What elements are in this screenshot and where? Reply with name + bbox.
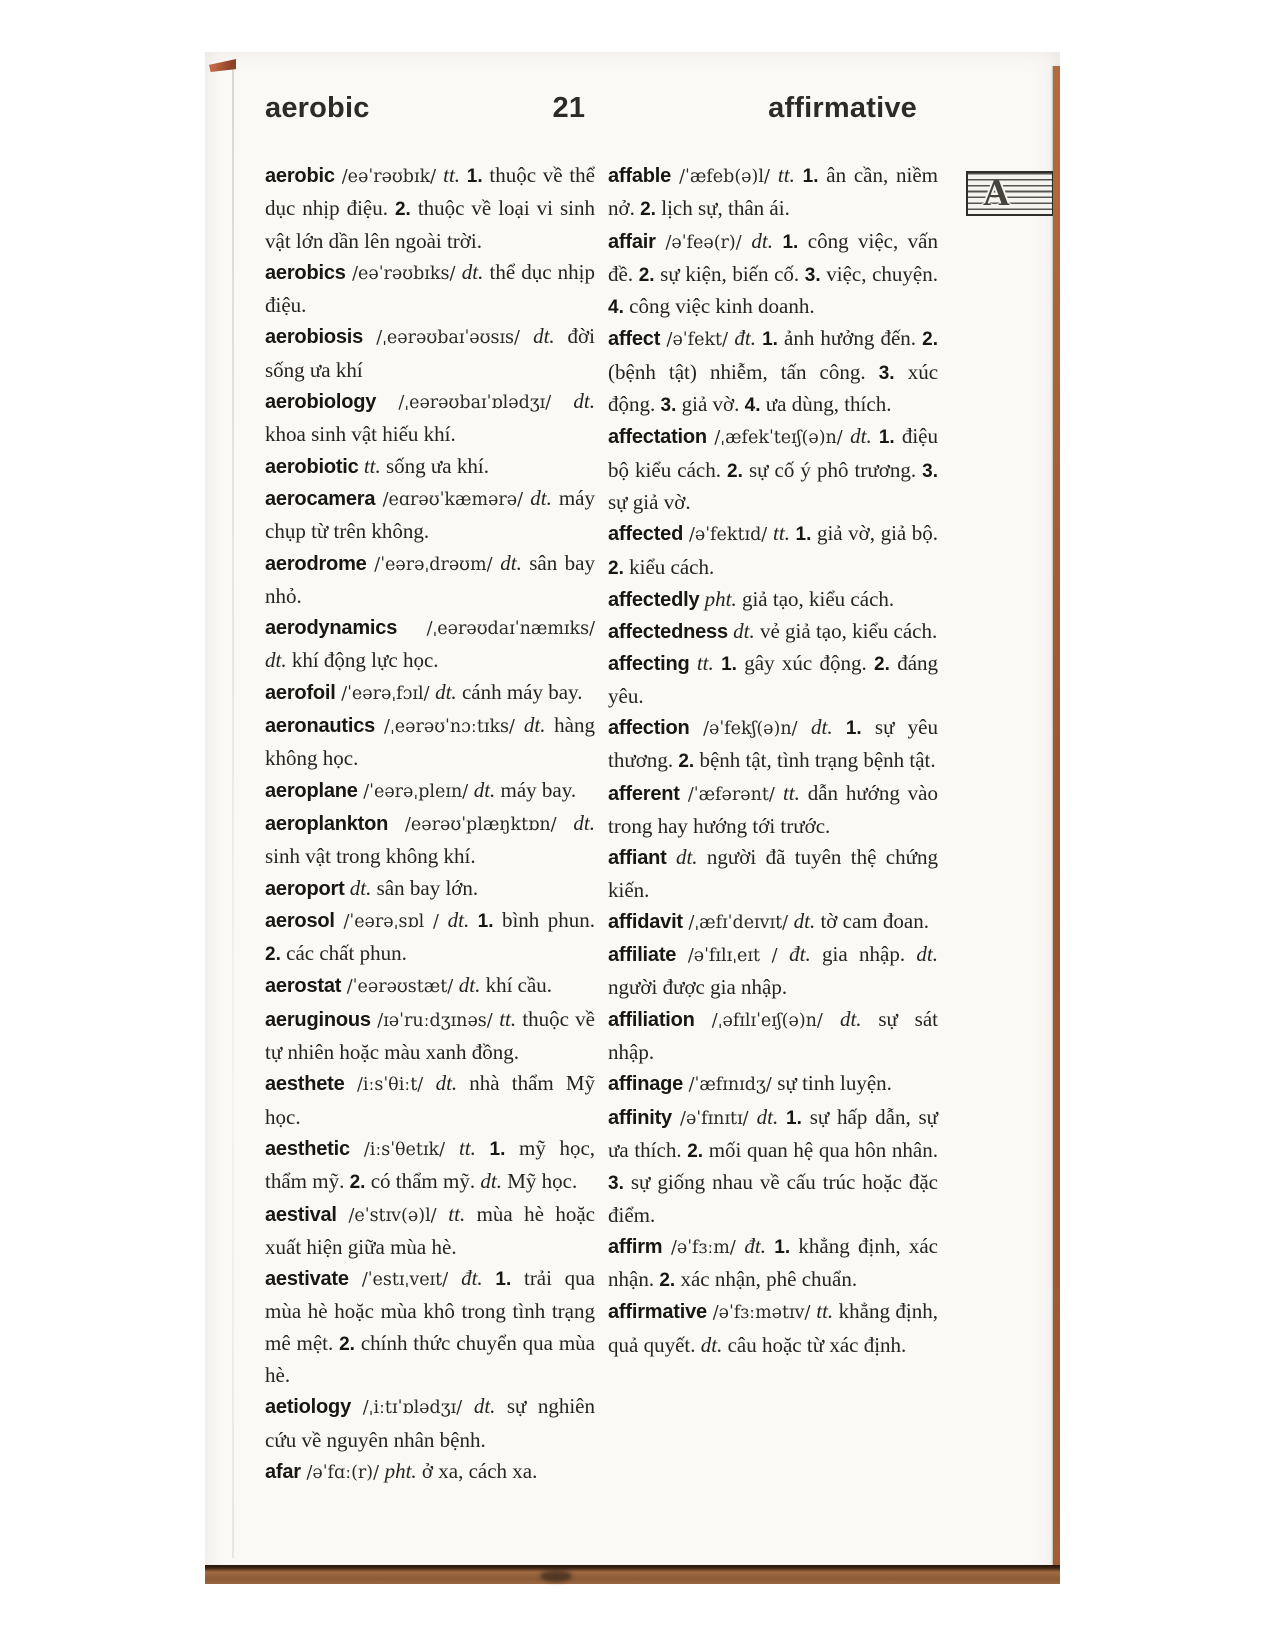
definition-text: trải qua mùa hè hoặc mùa khô trong tình trạng mê mệt. xyxy=(265,1266,595,1355)
phonetic-transcription: /əˈfɜːmətɪv/ xyxy=(706,1303,817,1324)
dictionary-entry xyxy=(608,778,938,843)
headword: aerobiology xyxy=(265,391,377,414)
definition-text: sân bay nhỏ. xyxy=(265,550,595,608)
definition-text: máy bay. xyxy=(495,777,577,802)
dictionary-entry xyxy=(608,1102,938,1231)
dictionary-entry xyxy=(265,1068,595,1133)
dictionary-entry xyxy=(265,710,595,775)
sense-number: 2. xyxy=(349,1172,371,1194)
phonetic-transcription: /əˈfɪlɪˌeɪt / xyxy=(676,946,790,967)
definition-text: thuộc về loại vi sinh vật lớn dần lên ngoài trời. xyxy=(265,196,595,253)
column-right xyxy=(608,160,938,1489)
definition-text: khí cầu. xyxy=(480,973,553,998)
dictionary-entry xyxy=(265,386,595,451)
headword: aerofoil xyxy=(265,681,336,704)
headword: affinage xyxy=(608,1073,684,1096)
page-left-crease xyxy=(232,68,234,1558)
headword: aestivate xyxy=(265,1268,349,1291)
dictionary-entry xyxy=(608,616,938,648)
definition-text: công việc, vấn đề. xyxy=(608,228,939,286)
definition-text: sự tinh luyện. xyxy=(777,1071,892,1096)
sense-number: 2. xyxy=(640,199,662,221)
phonetic-transcription: /ˌiːtɪˈɒlədʒɪ/ xyxy=(351,1398,474,1419)
sense-number: 1. xyxy=(469,910,502,932)
part-of-speech: tt. xyxy=(499,1006,517,1031)
sense-number: 2. xyxy=(687,1140,709,1162)
part-of-speech: dt. xyxy=(435,679,457,704)
sense-number: 2. xyxy=(659,1270,681,1292)
definition-text: khí động lực học. xyxy=(286,648,439,673)
definition-text: thuộc về thể dục nhịp điệu. xyxy=(265,163,595,221)
dictionary-entry xyxy=(608,648,938,712)
dictionary-entry xyxy=(608,160,938,226)
part-of-speech: tt. xyxy=(458,1135,476,1160)
thumb-index-letter: A xyxy=(983,173,1010,214)
dictionary-entry xyxy=(265,873,595,905)
part-of-speech: dt. xyxy=(839,1006,862,1031)
phonetic-transcription: /ˌæfɪˈdeɪvɪt/ xyxy=(682,912,794,933)
sense-number: 1. xyxy=(772,231,808,253)
dictionary-page xyxy=(205,52,1060,1584)
edge-smudge xyxy=(540,1570,572,1582)
definition-text: sự yêu thương. xyxy=(608,715,938,773)
phonetic-transcription: /ˈeərəˌpleɪn/ xyxy=(357,781,474,802)
headword: affirmative xyxy=(608,1301,707,1324)
headword: aerodrome xyxy=(265,552,367,575)
headword: aestival xyxy=(265,1203,337,1226)
definition-text: giả vờ. xyxy=(681,392,745,417)
dictionary-entry xyxy=(608,939,938,1004)
headword: affected xyxy=(608,523,684,546)
headword: affirm xyxy=(608,1235,663,1258)
part-of-speech: dt. xyxy=(473,1394,496,1419)
thumb-index-tab xyxy=(966,171,1054,216)
definition-text: mỹ học, thẩm mỹ. xyxy=(265,1135,596,1194)
dictionary-entry xyxy=(265,1133,595,1199)
phonetic-transcription: /əˈfɪnɪtɪ/ xyxy=(671,1108,757,1129)
sense-number: 3. xyxy=(922,460,938,482)
dictionary-entry xyxy=(265,548,595,613)
definition-text: có thẩm mỹ. xyxy=(370,1169,481,1194)
sense-number: 1. xyxy=(755,329,785,351)
definition-text: người đã tuyên thệ chứng kiến. xyxy=(608,845,939,902)
definition-text: ở xa, cách xa. xyxy=(416,1458,538,1483)
part-of-speech: pht. xyxy=(704,586,737,611)
dictionary-entry xyxy=(608,323,938,421)
definition-text: đáng yêu. xyxy=(608,651,939,708)
definition-text: gây xúc động. xyxy=(744,651,875,676)
phonetic-transcription: /ˌeərəʊdaɪˈnæmɪks/ xyxy=(397,619,595,640)
definition-text: khẳng định, xác nhận. xyxy=(608,1233,939,1292)
definition-text: nhà thẩm Mỹ học. xyxy=(265,1071,596,1129)
dictionary-entry xyxy=(608,842,938,906)
part-of-speech: dt. xyxy=(461,259,484,284)
dictionary-entry xyxy=(265,775,595,808)
dictionary-entry xyxy=(608,1231,938,1297)
dictionary-entry xyxy=(265,1004,595,1069)
definition-text: gia nhập. xyxy=(810,942,917,967)
headword: affecting xyxy=(608,653,690,676)
part-of-speech: dt. xyxy=(480,1169,502,1194)
definition-text: việc, chuyện. xyxy=(826,261,939,286)
part-of-speech: dt. xyxy=(349,875,372,900)
definition-text: ảnh hưởng đến. xyxy=(784,326,923,351)
headword: aetiology xyxy=(265,1396,351,1419)
sense-number: 4. xyxy=(744,395,766,417)
definition-text: hàng không học. xyxy=(265,713,595,771)
phonetic-transcription: /əˈfekʃ(ə)n/ xyxy=(689,719,812,740)
phonetic-transcription: /ˈeərəˌsɒl / xyxy=(334,911,448,932)
definition-text xyxy=(667,845,676,869)
dictionary-entry xyxy=(265,905,595,971)
part-of-speech: tt. xyxy=(777,163,795,187)
headword: aeruginous xyxy=(265,1008,371,1031)
headword: aerosol xyxy=(265,909,335,932)
phonetic-transcription: /əˈfɑː(r)/ xyxy=(300,1462,385,1483)
phonetic-transcription: /eˈstɪv(ə)l/ xyxy=(336,1205,449,1226)
page-number: 21 xyxy=(552,92,586,124)
dictionary-entry xyxy=(265,677,595,710)
part-of-speech: dt. xyxy=(733,619,755,644)
part-of-speech: dt. xyxy=(473,777,496,802)
phonetic-transcription: /ˈestɪˌveɪt/ xyxy=(348,1270,462,1291)
definition-text: công việc kinh doanh. xyxy=(629,294,815,319)
dictionary-entry xyxy=(608,584,938,616)
guide-word-left: aerobic xyxy=(265,92,370,124)
phonetic-transcription: /iːsˈθiːt/ xyxy=(344,1075,436,1096)
column-left xyxy=(265,160,595,1489)
headword: affection xyxy=(608,717,690,740)
definition-text: vẻ giả tạo, kiểu cách. xyxy=(754,619,938,644)
phonetic-transcription: /ˌæfekˈteɪʃ(ə)n/ xyxy=(706,428,851,449)
headword: afar xyxy=(265,1460,301,1483)
headword: aeronautics xyxy=(265,715,376,738)
definition-text: (bệnh tật) nhiễm, tấn công. xyxy=(608,359,879,384)
sense-number: 3. xyxy=(660,395,682,417)
headword: aerobics xyxy=(265,261,346,284)
dictionary-entry xyxy=(265,1263,595,1391)
headword: aerostat xyxy=(265,975,342,998)
phonetic-transcription: /əˈfɜːm/ xyxy=(662,1237,745,1258)
phonetic-transcription: /ˌeərəʊbaɪˈəʊsɪs/ xyxy=(363,328,534,349)
headword: affable xyxy=(608,165,672,187)
part-of-speech: pht. xyxy=(384,1458,417,1483)
part-of-speech: dt. xyxy=(500,550,522,575)
part-of-speech: dt. xyxy=(850,424,872,449)
definition-text: lịch sự, thân ái. xyxy=(661,196,790,221)
sense-number: 1. xyxy=(765,1236,799,1258)
sense-number: 3. xyxy=(878,362,908,384)
text-columns xyxy=(265,160,938,1489)
headword: aerobic xyxy=(265,165,335,187)
phonetic-transcription: /iːsˈθetɪk/ xyxy=(349,1139,459,1160)
definition-text: sống ưa khí. xyxy=(380,453,489,478)
phonetic-transcription: /ˈæfərənt/ xyxy=(679,784,783,805)
phonetic-transcription: /eəˈrəʊbɪks/ xyxy=(345,263,462,284)
sense-number: 4. xyxy=(608,297,630,319)
phonetic-transcription: /əˈfektɪd/ xyxy=(683,525,774,546)
part-of-speech: đt. xyxy=(734,326,756,351)
sense-number: 2. xyxy=(874,654,898,676)
part-of-speech: dt. xyxy=(523,713,546,738)
sense-number: 2. xyxy=(678,751,700,773)
part-of-speech: dt. xyxy=(675,845,698,870)
part-of-speech: đt. xyxy=(461,1266,483,1291)
guide-word-right: affirmative xyxy=(768,92,917,124)
definition-text: xác nhận, phê chuẩn. xyxy=(680,1267,858,1292)
part-of-speech: tt. xyxy=(363,453,381,478)
definition-text: sự sát nhập. xyxy=(608,1006,938,1065)
headword: affiliate xyxy=(608,944,677,967)
headword: aeroport xyxy=(265,877,345,900)
sense-number: 1. xyxy=(475,1138,520,1160)
sense-number: 2. xyxy=(608,557,630,579)
sense-number: 1. xyxy=(482,1269,524,1291)
phonetic-transcription: /eɑrəʊˈkæmərə/ xyxy=(375,489,531,510)
part-of-speech: đt. xyxy=(789,942,811,967)
part-of-speech: dt. xyxy=(793,908,816,933)
dictionary-entry xyxy=(265,612,595,677)
dictionary-entry xyxy=(265,451,595,483)
definition-text: xúc động. xyxy=(608,359,939,417)
dictionary-entry xyxy=(265,321,595,386)
sense-number: 3. xyxy=(804,264,827,286)
definition-text: sự giống nhau về cấu trúc hoặc đặc điểm. xyxy=(608,1170,939,1227)
sense-number: 1. xyxy=(789,524,817,546)
definition-text: máy chụp từ trên không. xyxy=(265,485,595,544)
dictionary-entry xyxy=(265,1199,595,1264)
definition-text: chính thức chuyển qua mùa hè. xyxy=(265,1330,595,1387)
dictionary-entry xyxy=(265,808,595,873)
sense-number: 2. xyxy=(394,199,418,221)
definition-text: sự giả vờ. xyxy=(608,489,691,514)
sense-number: 3. xyxy=(608,1173,631,1195)
phonetic-transcription: /ɪəˈruːdʒɪnəs/ xyxy=(370,1010,500,1031)
dictionary-entry xyxy=(265,1456,595,1489)
part-of-speech: dt. xyxy=(756,1104,779,1129)
headword: affair xyxy=(608,230,656,253)
headword: affiant xyxy=(608,847,667,870)
definition-text: sân bay lớn. xyxy=(371,875,479,900)
phonetic-transcription: /ˈeərəˌdrəʊm/ xyxy=(366,554,501,575)
headword: aerobiosis xyxy=(265,326,364,349)
part-of-speech: tt. xyxy=(696,651,714,676)
phonetic-transcription: /ˌeərəʊˈnɔːtɪks/ xyxy=(375,717,524,738)
definition-text: sự kiện, biến cố. xyxy=(660,261,805,286)
phonetic-transcription: /əˈfekt/ xyxy=(660,330,735,351)
definition-text: mối quan hệ qua hôn nhân. xyxy=(708,1137,938,1162)
phonetic-transcription: /ˈeərəˌfɔɪl/ xyxy=(335,683,436,704)
part-of-speech: dt. xyxy=(916,942,938,967)
definition-text: câu hoặc từ xác định. xyxy=(722,1332,907,1357)
dictionary-entry xyxy=(265,160,595,257)
headword: affectedly xyxy=(608,588,700,611)
definition-text: bệnh tật, tình trạng bệnh tật. xyxy=(699,748,936,773)
definition-text: kiểu cách. xyxy=(629,554,715,579)
headword: affidavit xyxy=(608,910,683,933)
headword: affectedness xyxy=(608,621,728,644)
phonetic-transcription: /ˌeərəʊbaɪˈɒlədʒɪ/ xyxy=(376,393,574,414)
part-of-speech: dt. xyxy=(447,907,470,932)
part-of-speech: dt. xyxy=(573,810,595,835)
headword: aesthete xyxy=(265,1073,345,1096)
definition-text: cánh máy bay. xyxy=(456,679,583,704)
sense-number: 2. xyxy=(339,1333,361,1355)
part-of-speech: dt. xyxy=(458,973,481,998)
definition-text: bình phun. xyxy=(501,907,595,932)
headword: afferent xyxy=(608,782,680,805)
dictionary-entry xyxy=(608,1296,938,1361)
definition-text: sự nghiên cứu về nguyên nhân bệnh. xyxy=(265,1394,595,1452)
part-of-speech: dt. xyxy=(700,1332,723,1357)
sense-number: 1. xyxy=(871,427,902,449)
sense-number: 2. xyxy=(727,460,749,482)
definition-text: Mỹ học. xyxy=(501,1169,578,1194)
headword: aerobiotic xyxy=(265,455,359,478)
phonetic-transcription: /ˈæfeb(ə)l/ xyxy=(671,167,778,187)
dictionary-entry xyxy=(608,712,938,778)
sense-number: 2. xyxy=(638,264,661,286)
definition-text: ân cần, niềm nở. xyxy=(608,163,939,221)
phonetic-transcription: /ˌəfɪlɪˈeɪʃ(ə)n/ xyxy=(694,1010,840,1031)
sense-number: 1. xyxy=(794,166,827,187)
headword: aesthetic xyxy=(265,1137,350,1160)
dictionary-entry xyxy=(608,226,938,324)
headword: aerocamera xyxy=(265,487,376,510)
part-of-speech: tt. xyxy=(782,780,800,805)
definition-text: sự cố ý phô trương. xyxy=(748,457,923,482)
book-cover-edge-bottom xyxy=(205,1565,1060,1584)
part-of-speech: tt. xyxy=(443,163,461,187)
definition-text: ưa dùng, thích. xyxy=(765,392,892,417)
definition-text: thuộc về tự nhiên hoặc màu xanh đồng. xyxy=(265,1006,595,1065)
part-of-speech: dt. xyxy=(533,324,555,349)
phonetic-transcription: /eəˈrəʊbɪk/ xyxy=(334,167,444,187)
headword: affectation xyxy=(608,426,707,449)
part-of-speech: tt. xyxy=(816,1299,834,1324)
dictionary-entry xyxy=(265,1391,595,1456)
phonetic-transcription: /ˈeərəʊstæt/ xyxy=(341,977,459,998)
definition-text: mùa hè hoặc xuất hiện giữa mùa hè. xyxy=(265,1201,595,1259)
part-of-speech: đt. xyxy=(744,1233,766,1258)
dictionary-entry xyxy=(608,421,938,518)
phonetic-transcription: /əˈfeə(r)/ xyxy=(655,232,752,253)
definition-text: sinh vật trong không khí. xyxy=(265,844,476,869)
phonetic-transcription: /ˈæfɪnɪdʒ/ xyxy=(683,1075,778,1096)
headword: aeroplane xyxy=(265,779,358,802)
dictionary-entry xyxy=(608,1068,938,1101)
definition-text xyxy=(690,651,697,675)
sense-number: 2. xyxy=(265,944,287,966)
sense-number: 1. xyxy=(778,1107,810,1129)
definition-text: khẳng định, quả quyết. xyxy=(608,1299,939,1357)
definition-text: tờ cam đoan. xyxy=(815,908,929,933)
definition-text: giả vờ, giả bộ. xyxy=(816,521,939,546)
sense-number: 1. xyxy=(460,166,490,187)
part-of-speech: dt. xyxy=(265,648,287,673)
sense-number: 2. xyxy=(922,329,938,351)
definition-text: khoa sinh vật hiếu khí. xyxy=(265,422,456,447)
dictionary-entry xyxy=(265,970,595,1003)
part-of-speech: dt. xyxy=(573,389,595,414)
headword: aeroplankton xyxy=(265,812,389,835)
part-of-speech: tt. xyxy=(448,1201,466,1226)
sense-number: 1. xyxy=(713,654,745,676)
headword: affiliation xyxy=(608,1008,695,1031)
definition-text: người được gia nhập. xyxy=(608,975,788,1000)
definition-text: dẫn hướng vào trong hay hướng tới trước. xyxy=(608,780,938,838)
phonetic-transcription: /eərəʊˈplæŋktɒn/ xyxy=(388,814,574,835)
dictionary-entry xyxy=(265,257,595,322)
part-of-speech: dt. xyxy=(530,485,552,510)
definition-text: đời sống ưa khí xyxy=(265,324,595,382)
definition-text: thể dục nhịp điệu. xyxy=(265,259,595,318)
definition-text: điệu bộ kiểu cách. xyxy=(608,424,938,482)
part-of-speech: tt. xyxy=(773,521,790,546)
book-cover-edge-right xyxy=(1053,66,1060,1566)
headword: affect xyxy=(608,328,661,351)
headword: affinity xyxy=(608,1106,672,1129)
definition-text: giả tạo, kiểu cách. xyxy=(736,586,895,611)
sense-number: 1. xyxy=(832,718,875,740)
part-of-speech: dt. xyxy=(435,1071,458,1096)
definition-text: các chất phun. xyxy=(286,941,407,966)
headword: aerodynamics xyxy=(265,617,398,640)
part-of-speech: dt. xyxy=(811,715,833,740)
dictionary-entry xyxy=(608,1004,938,1069)
running-head xyxy=(265,92,917,125)
part-of-speech: dt. xyxy=(751,228,773,253)
definition-text: sự hấp dẫn, sự ưa thích. xyxy=(608,1104,939,1162)
dictionary-entry xyxy=(608,906,938,939)
dictionary-entry xyxy=(608,518,938,584)
dictionary-entry xyxy=(265,483,595,548)
